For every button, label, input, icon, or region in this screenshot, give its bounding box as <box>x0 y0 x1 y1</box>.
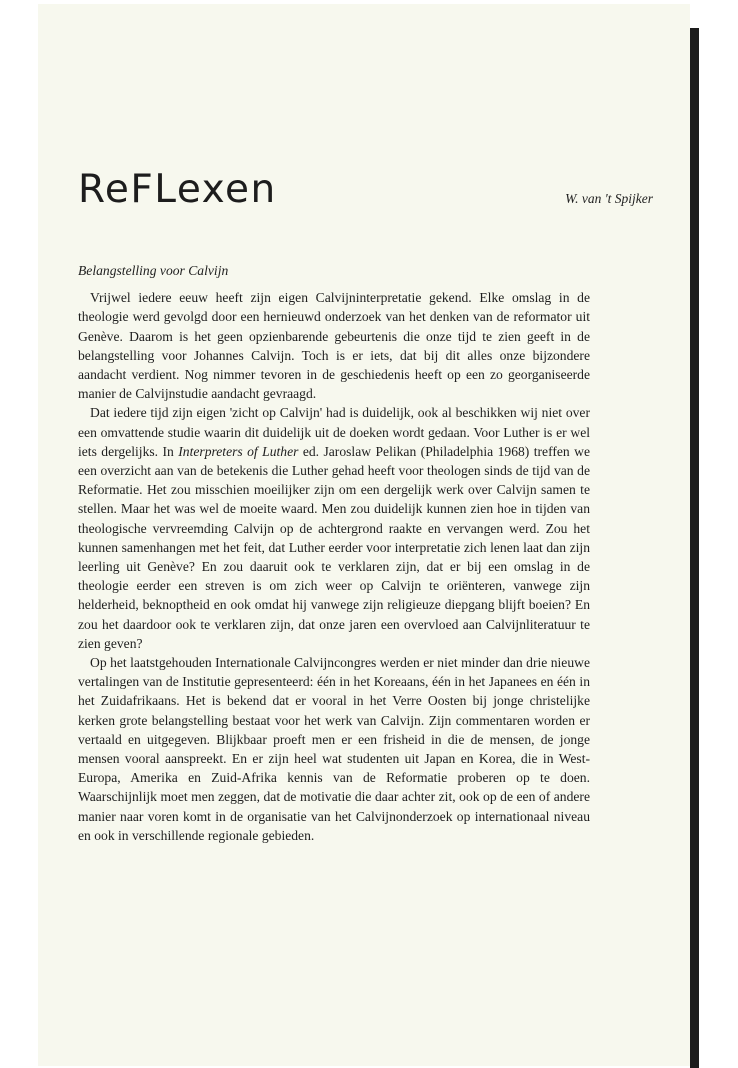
paragraph-1: Vrijwel iedere eeuw heeft zijn eigen Calvijninterpretatie gekend. Elke omslag in de theologie werd gevolgd door een hernieuwd onderzoek van het denken van de reformator uit Genève. Daarom is het geen opzienbarende gebeurtenis die onze tijd te zien geeft in de belangstelling voor Johannes Calvijn. Toch is er iets, dat bij dit alles onze bijzondere aandacht verdient. Nog nimmer tevoren in de geschiedenis heeft op een zo georganiseerde manier de Calvijnstudie aandacht gevraagd. <box>78 290 590 402</box>
article-body <box>78 261 590 845</box>
article-title: ReFLexen <box>78 167 277 212</box>
article-header <box>78 167 653 220</box>
paragraph-3: Op het laatstgehouden Internationale Calvijncongres werden er niet minder dan drie nieuwe vertalingen van de Institutie gepresenteerd: één in het Koreaans, één in het Japanees en één in het Zuidafrikaans. Het is bekend dat er vooral in het Verre Oosten bij jonge christelijke kerken grote belangstelling bestaat voor het werk van Calvijn. Zijn commentaren worden er vertaald en uitgegeven. Blijkbaar proeft men er een frisheid in die de mensen, de jonge mensen vooral aanspreekt. En er zijn heel wat studenten uit Japan en Korea, die in West-Europa, Amerika en Zuid-Afrika kennis van de Reformatie proberen op te doen. Waarschijnlijk moet men zeggen, dat de motivatie die daar achter zit, ook op de een of andere manier naar voren komt in de organisatie van het Calvijnonderzoek op internationaal niveau en ook in verschillende regionale gebieden. <box>78 655 590 843</box>
author-name: W. van 't Spijker <box>565 191 653 206</box>
section-title: Belangstelling voor Calvijn <box>78 263 229 278</box>
document-page <box>38 4 690 1066</box>
paragraph-2-text-before: Dat iedere tijd zijn eigen 'zicht op Calvijn' had is duidelijk, ook al beschikken wij niet over een omvattende studie waarin dit duidelijk uit de doeken wordt gedaan. Voor Luther is er wel iets dergelijks. In <box>78 405 590 459</box>
paragraph-2-text-after: ed. Jaroslaw Pelikan (Philadelphia 1968) treffen we een overzicht aan van de betekenis die Luther gehad heeft voor theologen sinds de tijd van de Reformatie. Het zou misschien moeilijker zijn om een dergelijk werk over Calvijn samen te stellen. Maar het was wel de moeite waard. Men zou duidelijk kunnen zien hoe in tijden van theologische vervreemding Calvijn op de achtergrond raakte en vervangen werd. Zou het kunnen samenhangen met het feit, dat Luther eerder voor interpretatie zich lenen laat dan zijn leerling uit Genève? En zou daaruit ook te verklaren zijn, dat er bij een omslag in de theologie eerder een streven is om zich weer op Calvijn te oriënteren, vanwege zijn helderheid, beknoptheid en ook omdat hij vanwege zijn religieuze diepgang blijft boeien? En zou het daardoor ook te verklaren zijn, dat onze jaren een overvloed aan Calvijnliteratuur te zien geven? <box>78 443 590 651</box>
page-edge-shadow <box>690 28 699 1068</box>
book-title: Interpreters of Luther <box>178 443 299 459</box>
paragraph-2 <box>78 403 590 653</box>
